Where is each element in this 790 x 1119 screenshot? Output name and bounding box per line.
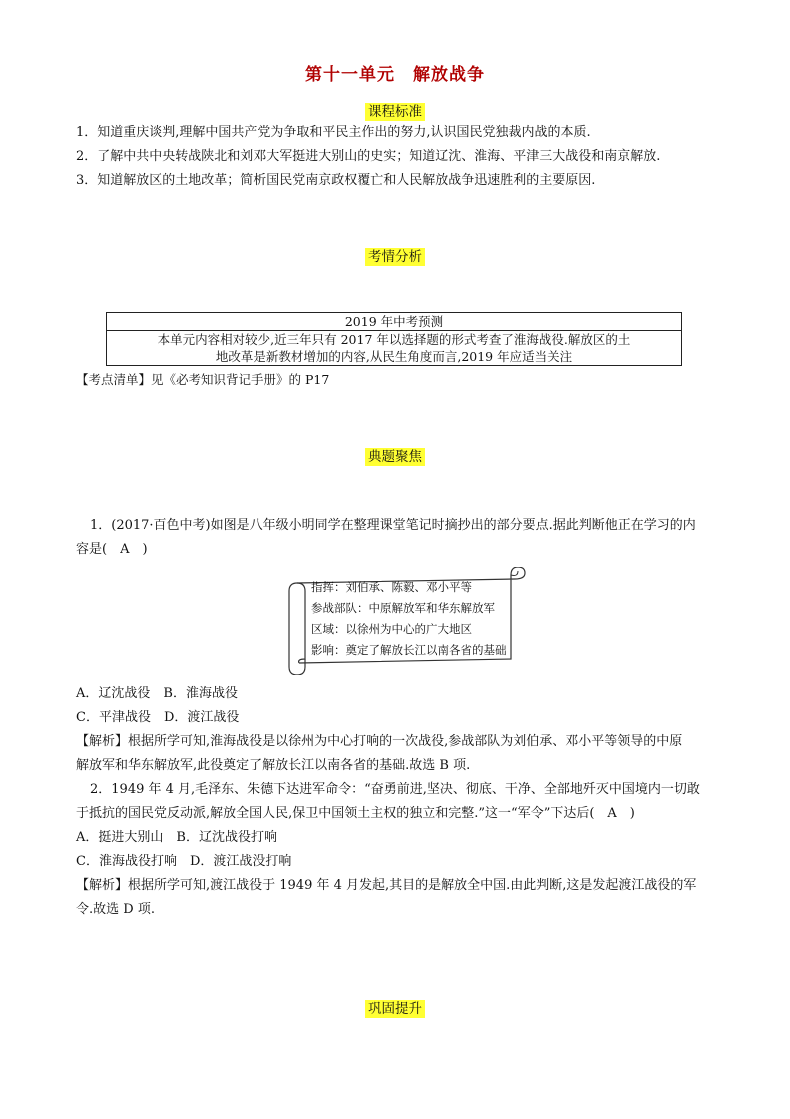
q1-options-row-2: C．平津战役 D．渡江战役: [76, 710, 240, 725]
prediction-line-1: 本单元内容相对较少,近三年只有 2017 年以选择题的形式考查了淮海战役.解放区的土: [157, 332, 631, 347]
section-consolidate: 巩固提升: [0, 997, 790, 1017]
checklist-note: 【考点清单】见《必考知识背记手册》的 P17: [76, 372, 330, 387]
standard-item-3: 3．知道解放区的土地改革；简析国民党南京政权覆亡和人民解放战争迅速胜利的主要原因.: [76, 173, 596, 188]
standard-item-2: 2．了解中共中央转战陕北和刘邓大军挺进大别山的史实；知道辽沈、淮海、平津三大战役和南京解放.: [76, 149, 661, 164]
q1-explanation-line-2: 解放军和华东解放军,此役奠定了解放长江以南各省的基础.故选 B 项.: [76, 758, 471, 773]
notes-scroll-figure: [285, 567, 530, 675]
standard-item-1: 1．知道重庆谈判,理解中国共产党为争取和平民主作出的努力,认识国民党独裁内战的本质.: [76, 125, 591, 140]
prediction-header: 2019 年中考预测: [107, 313, 682, 331]
q2-options-row-2: C．淮海战役打响 D．渡江战没打响: [76, 854, 292, 869]
page-title: 第十一单元 解放战争: [305, 65, 485, 85]
prediction-line-2: 地改革是新教材增加的内容,从民生角度而言,2019 年应适当关注: [215, 349, 573, 364]
scroll-line-region: 区域：以徐州为中心的广大地区: [311, 622, 472, 636]
prediction-body: [107, 331, 682, 366]
q2-options-row-1: A．挺进大别山 B．辽沈战役打响: [76, 830, 277, 845]
scroll-line-commander: 指挥：刘伯承、陈毅、邓小平等: [311, 580, 472, 594]
section-course-standard: 课程标准: [0, 100, 790, 120]
q2-stem-line-1: 2．1949 年 4 月,毛泽东、朱德下达进军命令：“奋勇前进,坚决、彻底、干净、全部地歼灭中国境内一切敢: [90, 782, 700, 797]
scroll-line-impact: 影响：奠定了解放长江以南各省的基础: [311, 643, 507, 657]
q2-explanation-line-2: 令.故选 D 项.: [76, 902, 155, 917]
q2-stem-line-2: 于抵抗的国民党反动派,解放全国人民,保卫中国领土主权的独立和完整.”这一“军令”下达后( A ): [76, 806, 635, 821]
section-exam-analysis: 考情分析: [0, 245, 790, 265]
q1-options-row-1: A．辽沈战役 B．淮海战役: [76, 686, 238, 701]
q1-explanation-line-1: 【解析】根据所学可知,淮海战役是以徐州为中心打响的一次战役,参战部队为刘伯承、邓小平等领导的中原: [76, 734, 683, 749]
section-typical-questions: 典题聚焦: [0, 445, 790, 465]
scroll-line-troops: 参战部队：中原解放军和华东解放军: [311, 601, 495, 615]
q2-explanation-line-1: 【解析】根据所学可知,渡江战役于 1949 年 4 月发起,其目的是解放全中国.由此判断,这是发起渡江战役的军: [76, 878, 697, 893]
q1-stem-line-1: 1．(2017·百色中考)如图是八年级小明同学在整理课堂笔记时摘抄出的部分要点.据此判断他正在学习的内: [90, 518, 696, 533]
prediction-table: [106, 312, 682, 366]
q1-stem-line-2: 容是( A ): [76, 542, 148, 557]
